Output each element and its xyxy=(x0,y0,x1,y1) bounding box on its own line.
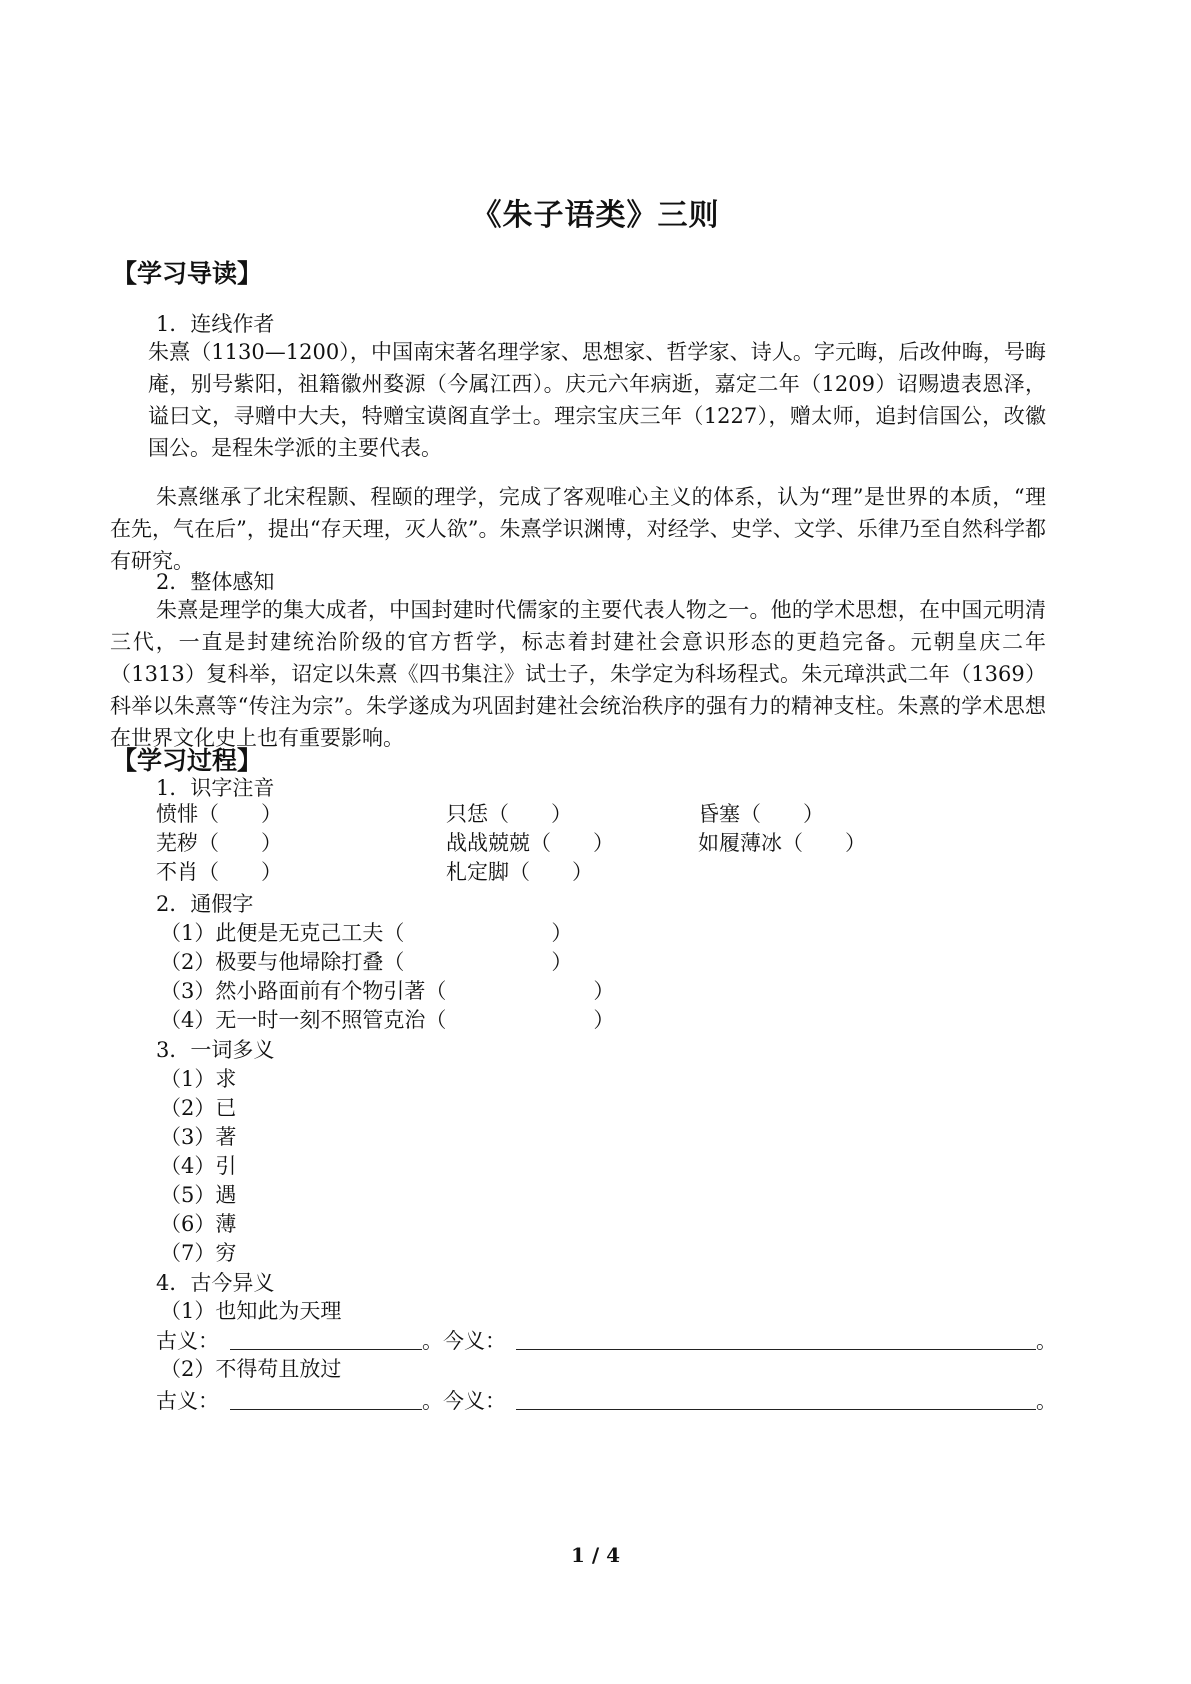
q1-title: 1．识字注音 xyxy=(156,776,275,800)
q2-item: （1）此便是无克己工夫（ ） xyxy=(160,921,573,945)
q1-item: 愤悱（ ） xyxy=(156,802,282,826)
q1-item: 芜秽（ ） xyxy=(156,831,282,855)
q1-item: 不肖（ ） xyxy=(156,860,282,884)
q2-item: （4）无一时一刻不照管克治（ ） xyxy=(160,1008,615,1032)
page-number: 1 / 4 xyxy=(570,1543,621,1567)
q1-item: 只恁（ ） xyxy=(446,802,572,826)
q3-item: （6）薄 xyxy=(160,1212,237,1236)
line-end-period: 。 xyxy=(1036,1329,1057,1353)
q4-sentence: （1）也知此为天理 xyxy=(160,1299,342,1323)
q2-item: （2）极要与他埽除打叠（ ） xyxy=(160,950,573,974)
q4-sentence: （2）不得苟且放过 xyxy=(160,1357,342,1381)
q3-title: 3．一词多义 xyxy=(156,1038,275,1062)
q3-item: （4）引 xyxy=(160,1154,237,1178)
item-title-overview: 2．整体感知 xyxy=(156,570,275,594)
ancient-meaning-label: 古义： xyxy=(156,1389,219,1413)
q3-item: （5）遇 xyxy=(160,1183,237,1207)
item-title-author: 1．连线作者 xyxy=(156,312,275,336)
paragraph-author-bio-text: 朱熹（1130—1200），中国南宋著名理学家、思想家、哲学家、诗人。字元晦，后改仲晦，号晦庵，别号紫阳，祖籍徽州婺源（今属江西）。庆元六年病逝，嘉定二年（1209）诏赐遗表恩泽，谥曰文，寻赠中大夫，特赠宝谟阁直学士。理宗宝庆三年（1227），赠太师，追封信国公，改徽国公。是程朱学派的主要代表。 xyxy=(148,340,1046,460)
q2-title: 2．通假字 xyxy=(156,892,254,916)
section-heading-study-guide: 【学习导读】 xyxy=(112,259,263,288)
q4-title: 4．古今异义 xyxy=(156,1271,275,1295)
ancient-meaning-blank[interactable] xyxy=(230,1385,422,1410)
paragraph-philosophy xyxy=(110,481,1046,577)
paragraph-philosophy-text: 朱熹继承了北宋程颢、程颐的理学，完成了客观唯心主义的体系，认为“理”是世界的本质，“理在先，气在后”，提出“存天理，灭人欲”。朱熹学识渊博，对经学、史学、文学、乐律乃至自然科学都有研究。 xyxy=(110,485,1046,573)
q1-item: 战战兢兢（ ） xyxy=(446,831,614,855)
line-end-period: 。 xyxy=(1036,1389,1057,1413)
modern-meaning-label: 。今义： xyxy=(422,1329,506,1353)
modern-meaning-label: 。今义： xyxy=(422,1389,506,1413)
q3-item: （3）著 xyxy=(160,1125,237,1149)
q3-item: （1）求 xyxy=(160,1067,237,1091)
modern-meaning-blank[interactable] xyxy=(516,1385,1036,1410)
paragraph-author-bio xyxy=(148,336,1046,464)
section-heading-study-process: 【学习过程】 xyxy=(112,746,263,775)
q3-item: （2）已 xyxy=(160,1096,237,1120)
q2-item: （3）然小路面前有个物引著（ ） xyxy=(160,979,615,1003)
paragraph-overview xyxy=(110,594,1046,754)
q1-item: 札定脚（ ） xyxy=(446,860,593,884)
q1-item: 如履薄冰（ ） xyxy=(698,831,866,855)
q3-item: （7）穷 xyxy=(160,1241,237,1265)
ancient-meaning-blank[interactable] xyxy=(230,1325,422,1350)
modern-meaning-blank[interactable] xyxy=(516,1325,1036,1350)
paragraph-overview-text: 朱熹是理学的集大成者，中国封建时代儒家的主要代表人物之一。他的学术思想，在中国元明清三代，一直是封建统治阶级的官方哲学，标志着封建社会意识形态的更趋完备。元朝皇庆二年（1313）复科举，诏定以朱熹《四书集注》试士子，朱学定为科场程式。朱元璋洪武二年（1369）科举以朱熹等“传注为宗”。朱学遂成为巩固封建社会统治秩序的强有力的精神支柱。朱熹的学术思想在世界文化史上也有重要影响。 xyxy=(110,598,1046,750)
document-title: 《朱子语类》三则 xyxy=(471,198,720,233)
ancient-meaning-label: 古义： xyxy=(156,1329,219,1353)
q1-item: 昏塞（ ） xyxy=(698,802,824,826)
